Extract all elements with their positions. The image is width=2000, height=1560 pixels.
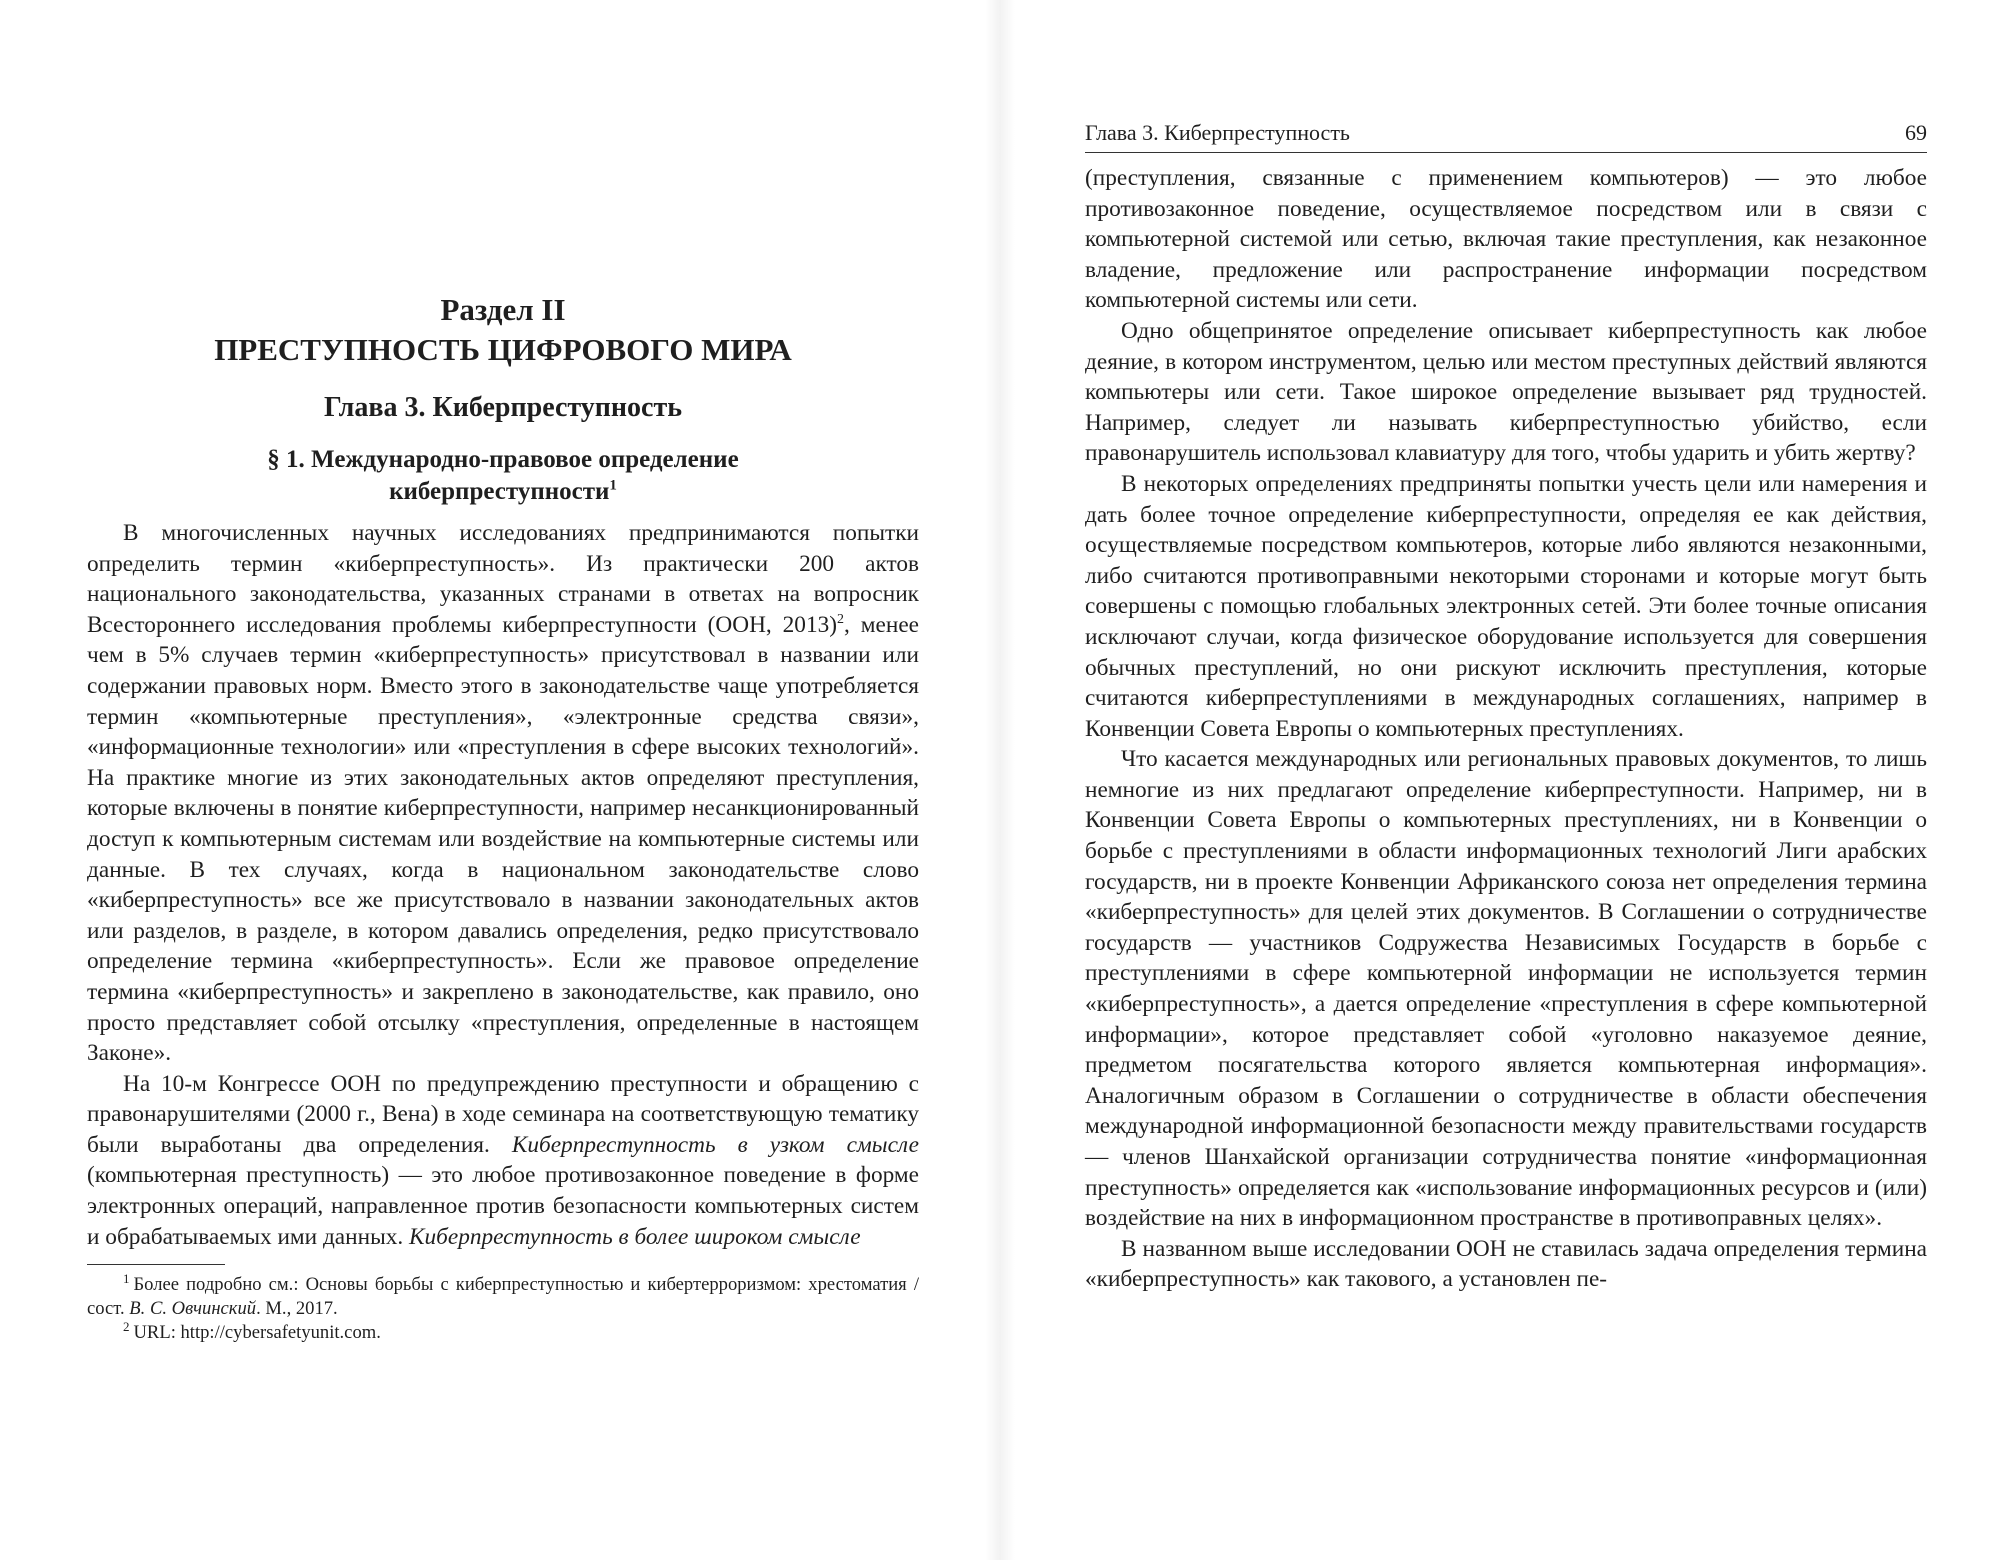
footnote-2 xyxy=(87,1321,919,1345)
section-title-number: Раздел II xyxy=(440,292,566,327)
p2-text-a: На 10-м Конгрессе ООН по предупреждению преступности и обращению с правонарушителями (2000 г., Вена) в ходе семинара на соответствующую тематику были выработаны два определения. xyxy=(87,1070,919,1158)
paragraph-title-word: киберпреступности xyxy=(389,478,610,505)
body-paragraph xyxy=(87,518,919,1069)
footnote-2-text: URL: http://cybersafetyunit.com. xyxy=(133,1322,381,1344)
left-body-text xyxy=(87,518,919,1252)
paragraph-title-line-2 xyxy=(87,476,919,508)
footnote-separator xyxy=(87,1264,225,1265)
paragraph-title xyxy=(87,444,919,508)
left-page-content xyxy=(87,290,919,1345)
body-paragraph: Одно общепринятое определение описывает киберпреступность как любое деяние, в котором инструментом, целью или местом преступных действий являются компьютеры или сети. Такое широкое определение вызывает ряд трудностей. Например, следует ли называть киберпреступностью убийство, если правонарушитель использовал клавиатуру для того, чтобы ударить и убить жертву? xyxy=(1085,317,1927,467)
term-broad: Киберпреступность в более широком смысле xyxy=(409,1223,861,1250)
footnote-ref-1: 1 xyxy=(609,477,617,494)
p1-text-b: , менее чем в 5% случаев термин «киберпреступность» присутствовал в названии или содержании правовых норм. Вместо этого в законодательстве чаще употребляется термин «компьютерные преступления», «электронные средства связи», «информационные технологии» или «преступления в сфере высоких технологий». На практике многие из этих законодательных актов определяют преступления, которые включены в понятие киберпреступности, например несанкционированный доступ к компьютерным системам или воздействие на компьютерные системы или данные. В тех случаях, когда в национальном законодательстве слово «киберпреступность» все же присутствовало в названии законодательных актов или разделов, в разделе, в котором давались определения, редко присутствовало определение термина «киберпреступность». Если же правовое определение термина «киберпреступность» и закреплено в законодательстве, как правило, оно просто представляет собой отсылку «преступления, определенные в настоящем Законе». xyxy=(87,611,919,1067)
footnote-1-text-a: Более подробно см.: Основы борьбы с киберпреступностью и кибертерроризмом: хрестоматия / сост. xyxy=(87,1274,919,1320)
footnote-ref-2: 2 xyxy=(837,612,844,628)
footnote-1-mark: 1 xyxy=(123,1271,130,1287)
right-body-text xyxy=(1085,163,1927,1295)
running-head xyxy=(1085,116,1927,153)
footnote-1-author: В. С. Овчинский xyxy=(129,1298,257,1320)
page-number: 69 xyxy=(1905,120,1927,145)
section-title-name: ПРЕСТУПНОСТЬ ЦИФРОВОГО МИРА xyxy=(214,332,792,367)
body-paragraph: В названном выше исследовании ООН не ставилась задача определения термина «киберпреступность» как такового, а установлен пе- xyxy=(1085,1235,1927,1293)
paragraph-title-line-1: § 1. Международно-правовое определение xyxy=(267,446,739,473)
footnote-1-text-b: . М., 2017. xyxy=(256,1298,338,1320)
p2-text-b: (компьютерная преступность) — это любое противозаконное поведение в форме электронных операций, направленное против безопасности компьютерных систем и обрабатываемых ими данных. xyxy=(87,1162,919,1250)
chapter-title: Глава 3. Киберпреступность xyxy=(323,392,683,423)
footnote-1 xyxy=(87,1273,919,1321)
body-paragraph: (преступления, связанные с применением компьютеров) — это любое противозаконное поведение, осуществляемое посредством или в связи с компьютерной системой или сетью, включая такие преступления, как незаконное владение, предложение или распространение информации посредством компьютерной системы или сети. xyxy=(1085,165,1927,314)
term-narrow: Киберпреступность в узком смысле xyxy=(511,1131,919,1158)
footnote-2-mark: 2 xyxy=(123,1319,130,1335)
running-head-title: Глава 3. Киберпреступность xyxy=(1085,120,1350,145)
right-page xyxy=(1000,0,2000,1560)
section-title xyxy=(87,290,919,370)
p1-text-a: В многочисленных научных исследованиях предпринимаются попытки определить термин «киберпреступность». Из практически 200 актов национального законодательства, указанных странами в ответах на вопросник Всестороннего исследования проблемы киберпреступности (ООН, 2013) xyxy=(87,520,919,638)
body-paragraph: В некоторых определениях предприняты попытки учесть цели или намерения и дать более точное определение киберпреступности, определяя ее как действия, осуществляемые посредством компьютеров, которые либо являются незаконными, либо считаются противоправными некоторыми сторонами и которые могут быть совершены с помощью глобальных электронных сетей. Эти более точные описания исключают случаи, когда физическое оборудование используется для совершения обычных преступлений, но они рискуют исключить преступления, которые считаются киберпреступлениями в международных соглашениях, например в Конвенции Совета Европы о компьютерных преступлениях. xyxy=(1085,470,1927,742)
body-paragraph: Что касается международных или региональных правовых документов, то лишь немногие из них предлагают определение киберпреступности. Например, ни в Конвенции Совета Европы о компьютерных преступлениях, ни в Конвенции о борьбе с преступлениями в области информационных технологий Лиги арабских государств, ни в проекте Конвенции Африканского союза нет определения термина «киберпреступность» для целей этих документов. В Соглашении о сотрудничестве государств — участников Содружества Независимых Государств в борьбе с преступлениями в сфере компьютерной информации не используется термин «киберпреступность», а дается определение «преступления в сфере компьютерной информации», которое представляет собой «уголовно наказуемое деяние, предметом посягательства которого является компьютерная информация». Аналогичным образом в Соглашении о сотрудничестве в области обеспечения международной информационной безопасности между правительствами государств — членов Шанхайской организации сотрудничества понятие «информационная преступность» определяется как «использование информационных ресурсов и (или) воздействие на них в информационном пространстве в противоправных целях». xyxy=(1085,746,1927,1232)
body-paragraph xyxy=(87,1069,919,1253)
